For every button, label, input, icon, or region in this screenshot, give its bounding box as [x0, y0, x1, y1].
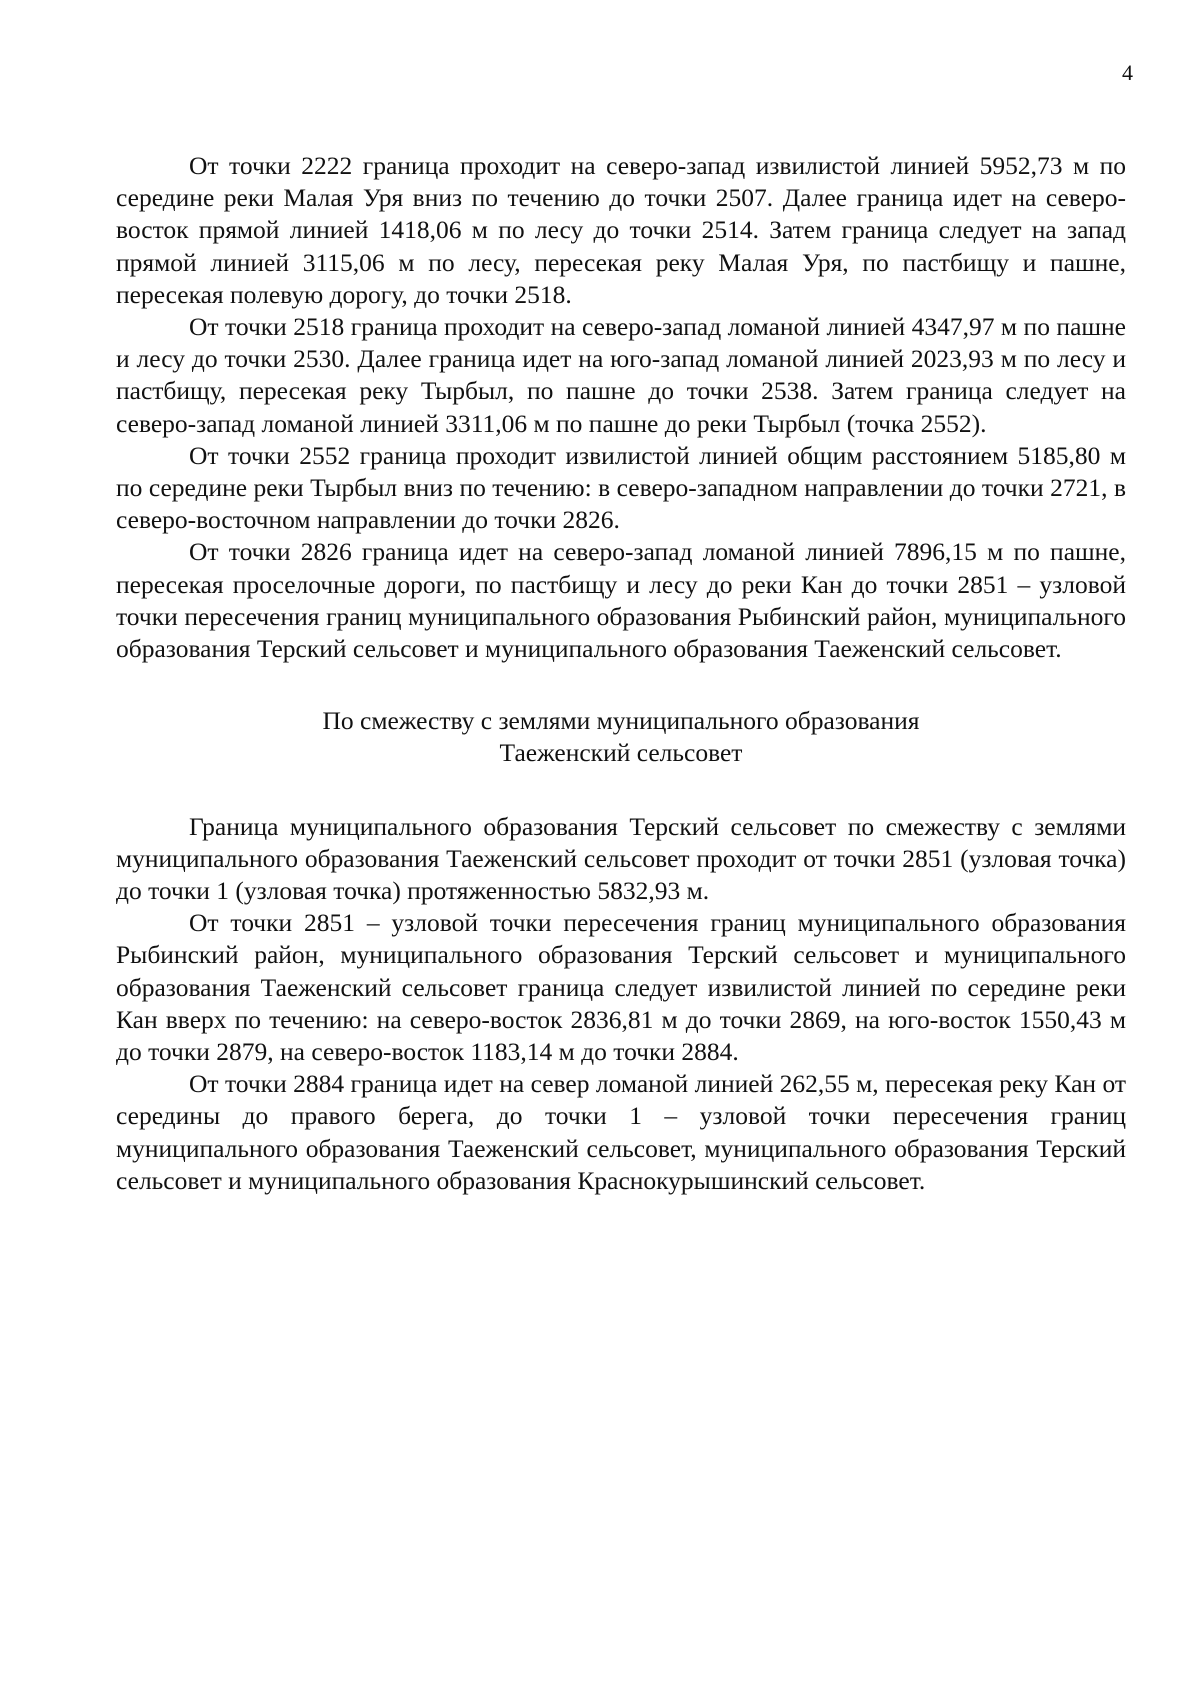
document-body [116, 150, 1126, 1197]
paragraph: От точки 2222 граница проходит на северо-запад извилистой линией 5952,73 м по середине реки Малая Уря вниз по течению до точки 2507. Далее граница идет на северо-восток прямой линией 1418,06 м по лесу до точки 2514. Затем граница следует на запад прямой линией 3115,06 м по лесу, пересекая реку Малая Уря, по пастбищу и пашне, пересекая полевую дорогу, до точки 2518. [116, 151, 1126, 309]
paragraph: От точки 2851 – узловой точки пересечения границ муниципального образования Рыбинский район, муниципального образования Терский сельсовет и муниципального образования Таеженский сельсовет граница следует извилистой линией по середине реки Кан вверх по течению: на северо-восток 2836,81 м до точки 2869, на юго-восток 1550,43 м до точки 2879, на северо-восток 1183,14 м до точки 2884. [116, 908, 1126, 1067]
section-heading-line: Таеженский сельсовет [499, 738, 743, 768]
paragraph: От точки 2518 граница проходит на северо-запад ломаной линией 4347,97 м по пашне и лесу до точки 2530. Далее граница идет на юго-запад ломаной линией 2023,93 м по лесу и пастбищу, пересекая реку Тырбыл, по пашне до точки 2538. Затем граница следует на северо-запад ломаной линией 3311,06 м по пашне до реки Тырбыл (точка 2552). [116, 312, 1126, 438]
section-heading [116, 705, 1126, 769]
paragraph: От точки 2826 граница идет на северо-запад ломаной линией 7896,15 м по пашне, пересекая проселочные дороги, по пастбищу и лесу до реки Кан до точки 2851 – узловой точки пересечения границ муниципального образования Рыбинский район, муниципального образования Терский сельсовет и муниципального образования Таеженский сельсовет. [116, 537, 1126, 664]
section-heading-line: По смежеству с землями муниципального образования [322, 706, 920, 736]
paragraph: От точки 2884 граница идет на север ломаной линией 262,55 м, пересекая реку Кан от середины до правого берега, до точки 1 – узловой точки пересечения границ муниципального образования Таеженский сельсовет, муниципального образования Терский сельсовет и муниципального образования Краснокурышинский сельсовет. [116, 1069, 1126, 1195]
page-number: 4 [1122, 60, 1133, 85]
paragraph: От точки 2552 граница проходит извилистой линией общим расстоянием 5185,80 м по середине реки Тырбыл вниз по течению: в северо-западном направлении до точки 2721, в северо-восточном направлении до точки 2826. [116, 440, 1126, 535]
paragraph: Граница муниципального образования Терский сельсовет по смежеству с землями муниципального образования Таеженский сельсовет проходит от точки 2851 (узловая точка) до точки 1 (узловая точка) протяженностью 5832,93 м. [116, 811, 1126, 906]
